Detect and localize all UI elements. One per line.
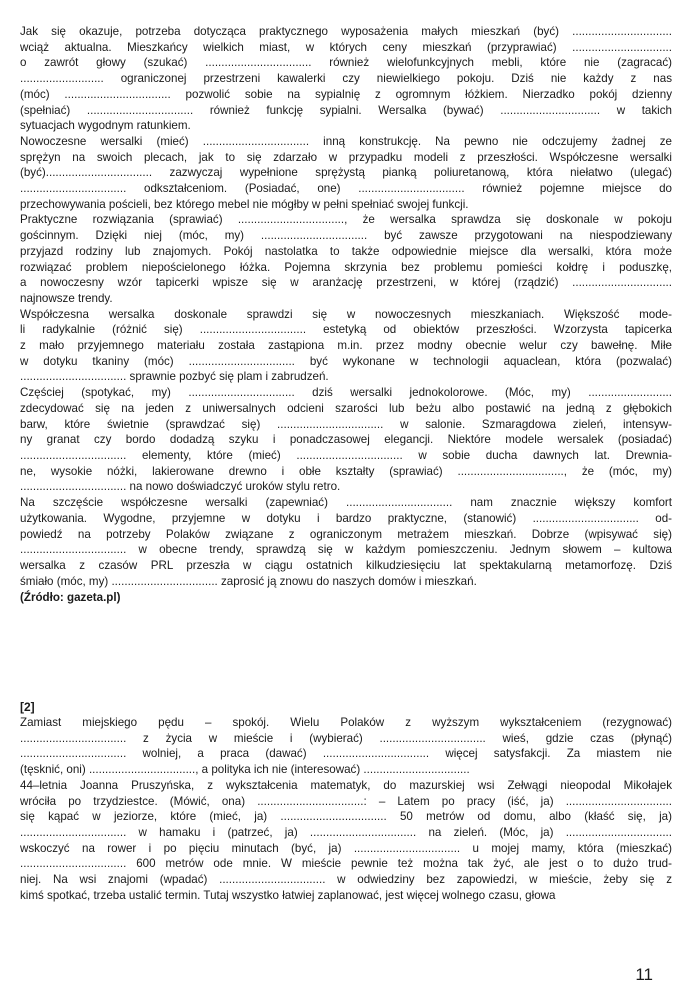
text-line: (móc) ................................. pozwolić sobie na sypialnię z ogromnym łóżkiem. Nierzadko pokój dzienny: [20, 87, 672, 101]
text-line: wersalka z czasów PRL przeszła w ciągu ostatnich kilkudziesięciu lat spektakularną metamorfozę. Dziś: [20, 558, 672, 572]
text-line: ................................. z życia w mieście i (wybierać) ................................. wieś, gdzie czas (płynąć): [20, 731, 672, 745]
text-line: powiedź na potrzeby Polaków związane z ograniczonym metrażem mieszkań. Dobrze (wpisywać się): [20, 527, 672, 541]
text-line: się kąpać w jeziorze, które (mieć, ja) ................................. 50 metrów od domu, albo (kłaść się, ja): [20, 810, 672, 824]
paragraph: [20, 778, 672, 904]
article-1: [20, 24, 672, 606]
text-line: Na szczęście współczesne wersalki (zapewniać) ................................. nam znacznie większy komfort: [20, 496, 672, 510]
text-line: rozwiązać problem niepościelonego łóżka. Pojemna skrzynia bez problemu pomieści kołdrę i poduszkę,: [20, 260, 672, 274]
text-line: ................................. w hamaku i (patrzeć, ja) ................................. na zieleń. (Móc, ja) .................................: [20, 825, 672, 839]
article-2: [20, 715, 672, 903]
text-line: ................................. odkształceniom. (Posiadać, one) ................................. również pojemne miejsce do: [20, 182, 672, 196]
paragraph: [20, 495, 672, 589]
text-line: zdecydować się na jeden z uniwersalnych odcieni szarości lub beżu albo postawić na jedną z głębokich: [20, 401, 672, 415]
text-line: barw, które świetnie (sprawdzać się) ................................. w salonie. Szmaragdowa zieleń, intensyw-: [20, 417, 672, 431]
text-line: najnowsze trendy.: [20, 291, 113, 305]
text-line: wróciła po trzydziestce. (Mówić, ona) .................................: – Latem po pracy (iść, ja) .................................: [20, 794, 672, 808]
text-line: ................................. w obecne trendy, sprawdzą się w każdym pomieszczeniu. Jednym słowem – kultowa: [20, 543, 672, 557]
text-line: Nowoczesne wersalki (mieć) ................................. inną konstrukcję. Na pewno nie odczujemy żadnej ze: [20, 134, 672, 148]
text-line: ................................. wolniej, a praca (dawać) ................................. więcej satysfakcji. Za miastem nie: [20, 747, 672, 761]
text-line: Współczesna wersalka doskonale sprawdzi się w nowoczesnych mieszkaniach. Większość mode-: [20, 307, 672, 321]
text-line: .......................... ograniczonej przestrzeni kawalerki czy niewielkiego pokoju. Dziś nie każdy z nas: [20, 72, 672, 86]
text-line: gościnnym. Dzięki niej (móc, my) ................................. być zawsze przygotowani na niespodziewany: [20, 229, 672, 243]
section-label: [2]: [20, 700, 35, 714]
text-line: wskoczyć na rower i po pięciu minutach (być, ja) ................................. u mojej mamy, która (mieszkać): [20, 841, 672, 855]
text-line: ................................. sprawnie pozbyć się plam i zabrudzeń.: [20, 370, 329, 384]
text-line: (spełniać) ................................. również funkcję sypialni. Wersalka (bywać) ............................... w takich: [20, 103, 672, 117]
text-line: w dotyku tkaniny (móc) ................................. być wykonane w technologii aquaclean, która (pozwalać): [20, 354, 672, 368]
text-line: ................................. na nowo doświadczyć uroków stylu retro.: [20, 480, 341, 494]
paragraph: [20, 715, 672, 778]
text-line: ................................. 600 metrów ode mnie. W mieście pewnie też można tak żyć, ale jest o to dużo trud-: [20, 857, 672, 871]
text-line: przechowywania pościeli, bez którego mebel nie mógłby w pełni spełniać swojej funkcji.: [20, 197, 469, 211]
paragraph: [20, 24, 672, 134]
text-line: 44–letnia Joanna Pruszyńska, z wykształcenia matematyk, do mazurskiej wsi Zełwągi nieopodal Mikołajek: [20, 778, 672, 792]
text-line: Jak się okazuje, potrzeba dotycząca praktycznego wyposażenia małych mieszkań (być) ...............................: [20, 25, 672, 38]
text-line: Zamiast miejskiego pędu – spokój. Wielu Polaków z wyższym wykształceniem (rezygnować): [20, 716, 672, 729]
paragraph: [20, 307, 672, 386]
text-line: z mało przyjemnego materiału została zastąpiona m.in. przez modny obecnie welur czy bawełnę. Miłe: [20, 339, 672, 353]
text-line: Częściej (spotykać, my) ................................. dziś wersalki jednokolorowe. (Móc, my) ..........................: [20, 386, 672, 400]
text-line: (tęsknić, oni) ................................., a polityka ich nie (interesować) .................................: [20, 763, 470, 777]
text-line: śmiało (móc, my) ................................. zaprosić ją znowu do naszych domów i mieszkań.: [20, 574, 477, 588]
text-line: o zawrót głowy (szukać) ................................. również wielofunkcyjnych mebli, które nie (zagracać): [20, 56, 672, 70]
text-line: ne, wysokie nóżki, lakierowane drewno i obłe kształty (sprawiać) ................................., że (móc, my): [20, 464, 672, 478]
text-line: (być)................................. zazwyczaj wypełnione sprężystą pianką poliuretanową, która niełatwo (ulegać): [20, 166, 672, 180]
source-citation: (Źródło: gazeta.pl): [20, 591, 121, 605]
text-line: li radykalnie (różnić się) ................................. estetyką od obiektów przeszłości. Wzorzysta tapicerka: [20, 323, 672, 337]
text-line: użytkowania. Wygodne, przyjemne w dotyku i bardzo praktyczne, (stanowić) ................................. od-: [20, 511, 672, 525]
text-line: niej. Na wsi znajomi (wpadać) ................................. w odwiedziny bez zapowiedzi, w mieście, żeby się z: [20, 873, 672, 887]
text-line: sytuacjach wygodnym ratunkiem.: [20, 119, 191, 133]
text-line: ny granat czy bordo dodadzą szyku i ponadczasowej elegancji. Niektóre modele wersalek (posiadać): [20, 433, 672, 447]
text-line: Praktyczne rozwiązania (sprawiać) ................................., że wersalka sprawdza się doskonale w pokoju: [20, 213, 672, 227]
text-line: sprężyn na swoich plecach, jak to się zdarzało w przypadku modeli z przeszłości. Współczesne wersalki: [20, 150, 672, 164]
paragraph: [20, 134, 672, 213]
text-line: a nowoczesny wzór tapicerki wpisze się w aranżację przestrzeni, w której (rządzić) ...............................: [20, 276, 672, 290]
paragraph: [20, 385, 672, 495]
paragraph: [20, 212, 672, 306]
text-line: przyjazd rodziny lub znajomych. Pokój nastolatka to także odpowiednie miejsce dla wersalki, która może: [20, 244, 672, 258]
text-line: ................................. elementy, które (mieć) ................................. w sobie ducha dawnych lat. Drewnia-: [20, 448, 672, 462]
page-number: 11: [635, 965, 653, 984]
text-line: wciąż aktualna. Mieszkańcy wielkich miast, w których ceny mieszkań (przyprawiać) ...............................: [20, 40, 672, 54]
text-line: kimś spotkać, trzeba ustalić termin. Tutaj wszystko łatwiej zaplanować, jest więcej wolnego czasu, głowa: [20, 888, 556, 902]
